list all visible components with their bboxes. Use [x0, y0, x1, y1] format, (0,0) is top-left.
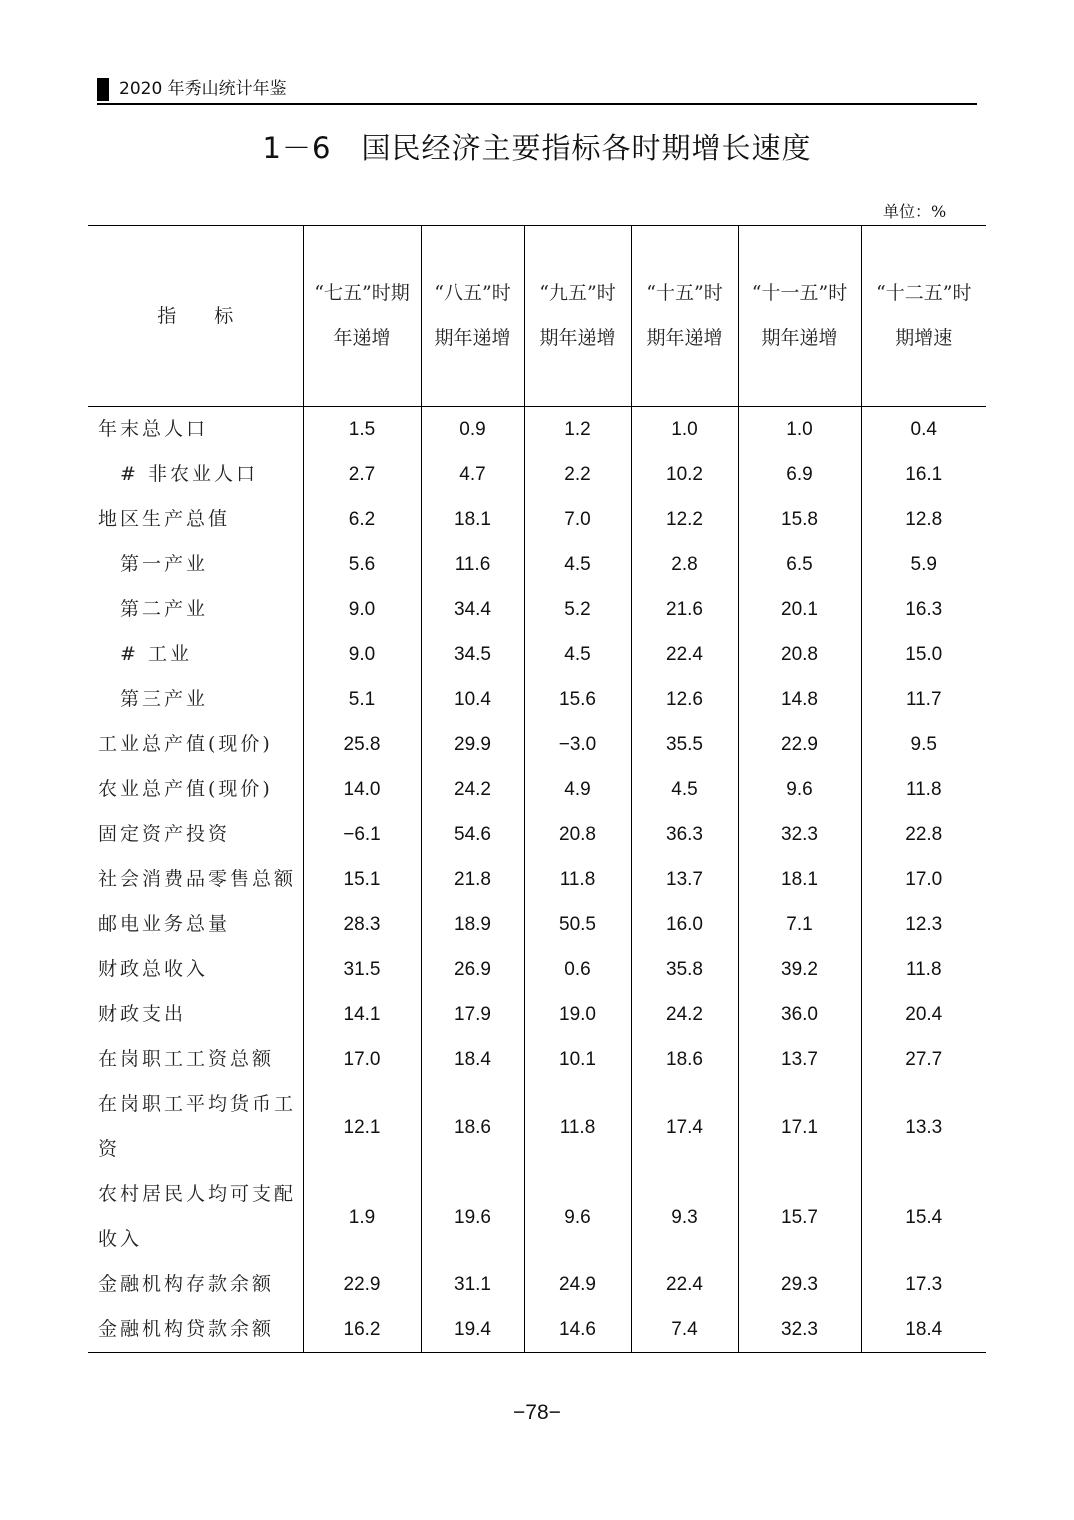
header-bar-mark — [97, 78, 109, 101]
table-title: 国民经济主要指标各时期增长速度 — [361, 131, 812, 165]
cell-value: 15.1 — [303, 857, 421, 902]
cell-value: 13.3 — [861, 1082, 986, 1172]
row-label: # 非农业人口 — [120, 463, 258, 485]
cell-value: 11.8 — [524, 1082, 631, 1172]
row-label: 年末总人口 — [98, 418, 209, 440]
cell-value: 15.8 — [738, 497, 861, 542]
table-row — [88, 452, 986, 497]
table-row — [88, 407, 986, 453]
cell-value: 12.8 — [861, 497, 986, 542]
row-label: 邮电业务总量 — [98, 913, 231, 935]
table-row — [88, 767, 986, 812]
table-row — [88, 632, 986, 677]
cell-value: 31.1 — [421, 1262, 524, 1307]
table-row — [88, 497, 986, 542]
header-period-9th: “九五”时期年递增 — [524, 226, 631, 407]
cell-value: 15.4 — [861, 1172, 986, 1262]
cell-value: 11.8 — [524, 857, 631, 902]
cell-value: 36.3 — [631, 812, 738, 857]
growth-rate-table — [88, 225, 986, 1353]
cell-value: 7.4 — [631, 1307, 738, 1353]
table-header-row — [88, 226, 986, 407]
table-row — [88, 947, 986, 992]
running-header — [97, 76, 977, 105]
cell-value: 22.4 — [631, 1262, 738, 1307]
cell-value: 17.0 — [861, 857, 986, 902]
cell-value: 7.1 — [738, 902, 861, 947]
cell-value: 20.4 — [861, 992, 986, 1037]
cell-value: 22.9 — [738, 722, 861, 767]
cell-value: 12.6 — [631, 677, 738, 722]
cell-value: 6.5 — [738, 542, 861, 587]
cell-value: 25.8 — [303, 722, 421, 767]
cell-value: −6.1 — [303, 812, 421, 857]
cell-value: 36.0 — [738, 992, 861, 1037]
row-label: 地区生产总值 — [98, 508, 231, 530]
cell-value: 14.0 — [303, 767, 421, 812]
cell-value: 2.2 — [524, 452, 631, 497]
cell-value: 5.2 — [524, 587, 631, 632]
cell-value: 17.0 — [303, 1037, 421, 1082]
table-row — [88, 812, 986, 857]
cell-value: 12.1 — [303, 1082, 421, 1172]
table-row — [88, 902, 986, 947]
cell-value: 6.9 — [738, 452, 861, 497]
cell-value: 18.6 — [421, 1082, 524, 1172]
table-row — [88, 1307, 986, 1353]
cell-value: 12.3 — [861, 902, 986, 947]
header-title: 2020 年秀山统计年鉴 — [119, 79, 287, 99]
cell-value: 15.6 — [524, 677, 631, 722]
row-label: 社会消费品零售总额 — [98, 868, 297, 890]
cell-value: 20.1 — [738, 587, 861, 632]
cell-value: 11.8 — [861, 947, 986, 992]
cell-value: 0.6 — [524, 947, 631, 992]
cell-value: 0.9 — [421, 407, 524, 453]
row-label: 财政总收入 — [98, 958, 209, 980]
cell-value: 19.6 — [421, 1172, 524, 1262]
row-label: 第三产业 — [120, 688, 209, 710]
cell-value: 9.6 — [738, 767, 861, 812]
cell-value: 31.5 — [303, 947, 421, 992]
cell-value: 7.0 — [524, 497, 631, 542]
cell-value: 34.5 — [421, 632, 524, 677]
cell-value: 17.9 — [421, 992, 524, 1037]
row-label: 财政支出 — [98, 1003, 187, 1025]
cell-value: 9.0 — [303, 632, 421, 677]
cell-value: 16.0 — [631, 902, 738, 947]
cell-value: 24.2 — [421, 767, 524, 812]
cell-value: 17.3 — [861, 1262, 986, 1307]
cell-value: 1.5 — [303, 407, 421, 453]
cell-value: 21.8 — [421, 857, 524, 902]
table-row — [88, 857, 986, 902]
table-row — [88, 722, 986, 767]
cell-value: 14.1 — [303, 992, 421, 1037]
cell-value: 16.2 — [303, 1307, 421, 1353]
cell-value: 17.4 — [631, 1082, 738, 1172]
cell-value: 1.0 — [631, 407, 738, 453]
cell-value: 18.9 — [421, 902, 524, 947]
cell-value: 11.8 — [861, 767, 986, 812]
cell-value: 9.0 — [303, 587, 421, 632]
table-row — [88, 1082, 986, 1172]
cell-value: 5.9 — [861, 542, 986, 587]
cell-value: 4.5 — [524, 542, 631, 587]
cell-value: 50.5 — [524, 902, 631, 947]
header-period-7th: “七五”时期年递增 — [303, 226, 421, 407]
table-row — [88, 1262, 986, 1307]
cell-value: 18.1 — [738, 857, 861, 902]
table-row — [88, 542, 986, 587]
row-label: 第一产业 — [120, 553, 209, 575]
row-label: 在岗职工工资总额 — [98, 1048, 275, 1070]
cell-value: 18.6 — [631, 1037, 738, 1082]
cell-value: 15.0 — [861, 632, 986, 677]
cell-value: 21.6 — [631, 587, 738, 632]
row-label: 金融机构存款余额 — [98, 1273, 275, 1295]
cell-value: 54.6 — [421, 812, 524, 857]
cell-value: 19.4 — [421, 1307, 524, 1353]
cell-value: 0.4 — [861, 407, 986, 453]
row-label: # 工业 — [120, 643, 192, 665]
row-label: 固定资产投资 — [98, 823, 231, 845]
table-row — [88, 1037, 986, 1082]
page-title — [0, 128, 1074, 168]
cell-value: 13.7 — [631, 857, 738, 902]
indicator-header: 指 标 — [88, 226, 303, 407]
cell-value: 14.6 — [524, 1307, 631, 1353]
cell-value: 4.5 — [631, 767, 738, 812]
cell-value: 10.4 — [421, 677, 524, 722]
cell-value: 10.2 — [631, 452, 738, 497]
cell-value: 13.7 — [738, 1037, 861, 1082]
cell-value: 16.3 — [861, 587, 986, 632]
cell-value: 28.3 — [303, 902, 421, 947]
cell-value: 34.4 — [421, 587, 524, 632]
row-label: 金融机构贷款余额 — [88, 1307, 303, 1353]
row-label: 第二产业 — [120, 598, 209, 620]
table-row — [88, 587, 986, 632]
header-period-8th: “八五”时期年递增 — [421, 226, 524, 407]
cell-value: 1.0 — [738, 407, 861, 453]
cell-value: 1.9 — [303, 1172, 421, 1262]
cell-value: 5.1 — [303, 677, 421, 722]
header-period-10th: “十五”时期年递增 — [631, 226, 738, 407]
cell-value: 29.3 — [738, 1262, 861, 1307]
cell-value: 18.1 — [421, 497, 524, 542]
table-number: 1－6 — [262, 131, 332, 165]
cell-value: 32.3 — [738, 812, 861, 857]
cell-value: 22.4 — [631, 632, 738, 677]
row-label: 农村居民人均可支配收入 — [98, 1183, 297, 1250]
cell-value: 20.8 — [738, 632, 861, 677]
cell-value: 18.4 — [421, 1037, 524, 1082]
cell-value: 10.1 — [524, 1037, 631, 1082]
cell-value: 2.7 — [303, 452, 421, 497]
cell-value: 2.8 — [631, 542, 738, 587]
cell-value: 26.9 — [421, 947, 524, 992]
table-row — [88, 992, 986, 1037]
cell-value: 27.7 — [861, 1037, 986, 1082]
cell-value: 9.5 — [861, 722, 986, 767]
cell-value: 12.2 — [631, 497, 738, 542]
cell-value: −3.0 — [524, 722, 631, 767]
cell-value: 16.1 — [861, 452, 986, 497]
row-label: 工业总产值(现价) — [98, 733, 273, 755]
row-label: 在岗职工平均货币工资 — [98, 1093, 297, 1160]
cell-value: 20.8 — [524, 812, 631, 857]
cell-value: 4.5 — [524, 632, 631, 677]
cell-value: 32.3 — [738, 1307, 861, 1353]
unit-label: 单位：% — [883, 202, 947, 221]
cell-value: 4.9 — [524, 767, 631, 812]
cell-value: 4.7 — [421, 452, 524, 497]
cell-value: 14.8 — [738, 677, 861, 722]
cell-value: 5.6 — [303, 542, 421, 587]
cell-value: 35.5 — [631, 722, 738, 767]
table-row — [88, 677, 986, 722]
cell-value: 19.0 — [524, 992, 631, 1037]
cell-value: 18.4 — [861, 1307, 986, 1353]
header-period-11th: “十一五”时期年递增 — [738, 226, 861, 407]
cell-value: 11.6 — [421, 542, 524, 587]
cell-value: 35.8 — [631, 947, 738, 992]
row-label: 农业总产值(现价) — [98, 778, 273, 800]
page-number: −78− — [513, 1401, 561, 1424]
cell-value: 24.9 — [524, 1262, 631, 1307]
cell-value: 39.2 — [738, 947, 861, 992]
cell-value: 22.8 — [861, 812, 986, 857]
cell-value: 9.3 — [631, 1172, 738, 1262]
cell-value: 22.9 — [303, 1262, 421, 1307]
cell-value: 11.7 — [861, 677, 986, 722]
cell-value: 17.1 — [738, 1082, 861, 1172]
cell-value: 9.6 — [524, 1172, 631, 1262]
table-row — [88, 1172, 986, 1262]
header-period-12th: “十二五”时期增速 — [861, 226, 986, 407]
cell-value: 24.2 — [631, 992, 738, 1037]
cell-value: 6.2 — [303, 497, 421, 542]
cell-value: 1.2 — [524, 407, 631, 453]
cell-value: 15.7 — [738, 1172, 861, 1262]
cell-value: 29.9 — [421, 722, 524, 767]
